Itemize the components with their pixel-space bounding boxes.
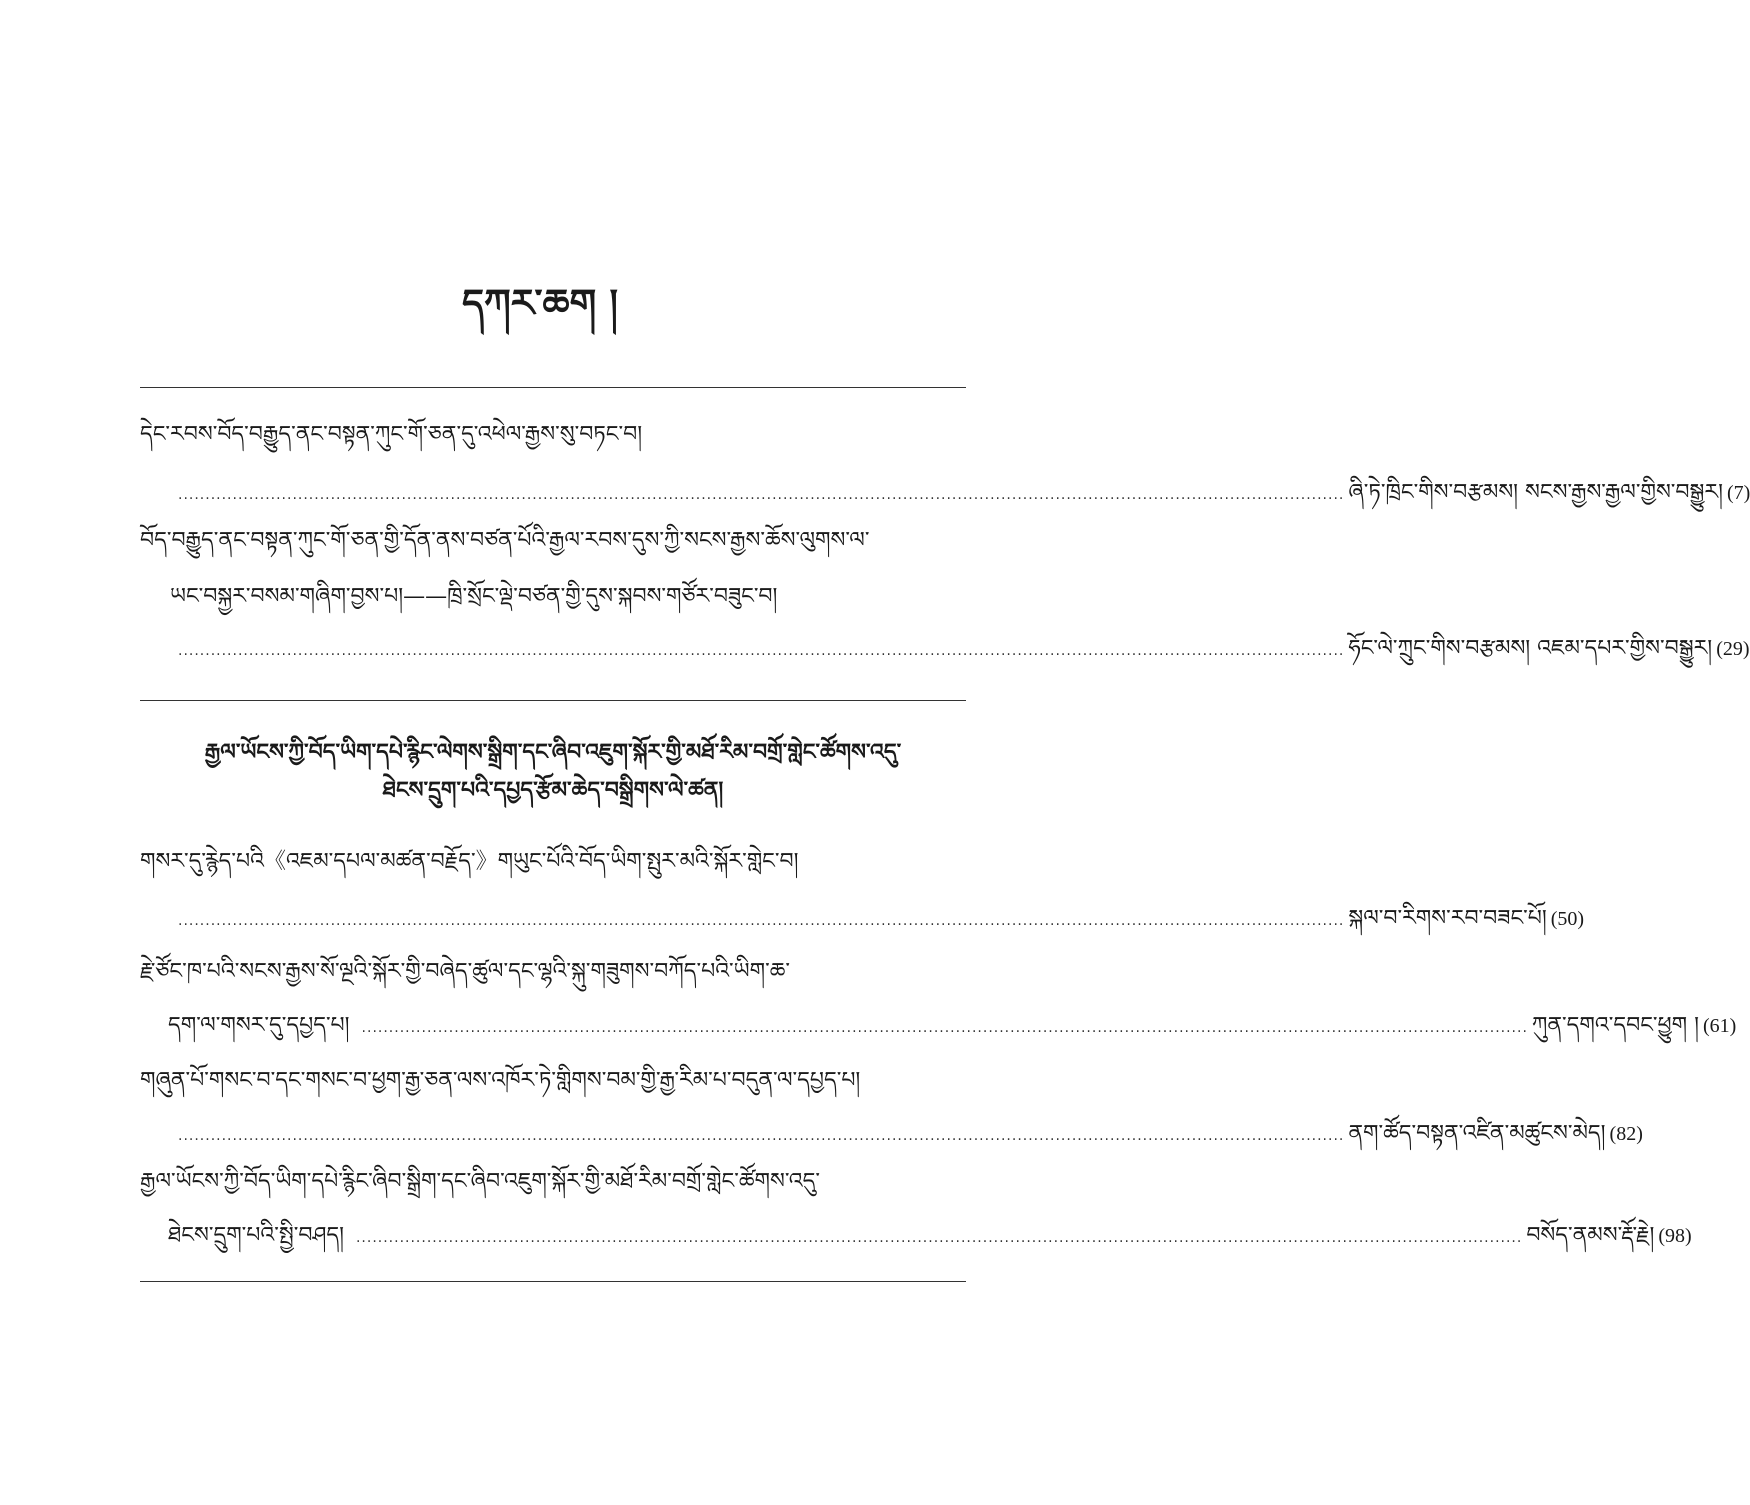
page-number[interactable]: (50) <box>1550 908 1585 930</box>
author: སྐལ་བ་རིགས་རབ་བཟང་པོ། <box>1348 906 1547 931</box>
section-heading-line-1: རྒྱལ་ཡོངས་ཀྱི་བོད་ཡིག་དཔེ་རྙིང་ལེགས་སྒྲིག་དང་ཞིབ་འཇུག་སྐོར་གྱི་མཐོ་རིམ་བགྲོ་གླེང་ཚོགས་འདུ་ <box>204 739 902 765</box>
toc-entry-5-title[interactable]: གཞུན་པོ་གསང་བ་དང་གསང་བ་ཕྱག་རྒྱ་ཅན་ལས་འཁོར་ཏེ་གླིགས་བམ་གྱི་རྒྱ་རིམ་པ་བདུན་ལ་དཔྱད་པ། <box>140 1068 861 1093</box>
lead-text[interactable]: དག་ལ་གསར་དུ་དཔྱད་པ། <box>168 1013 350 1038</box>
leader-dots: ...................................................................................................................................................................................................................... <box>178 487 1345 503</box>
page-number[interactable]: (7) <box>1726 482 1750 504</box>
leader-dots: ...................................................................................................................................................................................................................... <box>355 1230 1523 1246</box>
toc-entry-3-byline <box>178 902 1585 938</box>
leader-dots: ...................................................................................................................................................................................................................... <box>361 1020 1528 1036</box>
leader-dots: ...................................................................................................................................................................................................................... <box>178 643 1345 659</box>
toc-entry-3-title[interactable]: གསར་དུ་རྙེད་པའི《འཇམ་དཔལ་མཚན་བརྗོད་》གཡུང་པོའི་བོད་ཡིག་སྤུར་མའི་སྐོར་གླེང་བ། <box>140 849 799 874</box>
bottom-rule <box>140 1281 966 1282</box>
section-heading-line-2: ཐེངས་དྲུག་པའི་དཔྱད་རྩོམ་ཆེད་བསྒྲིགས་ལེ་ཚན། <box>382 777 724 803</box>
top-rule <box>140 387 966 388</box>
toc-entry-5-byline <box>178 1117 1643 1153</box>
page-number[interactable]: (82) <box>1609 1123 1643 1145</box>
section-rule <box>140 700 966 701</box>
toc-entry-1-byline <box>178 476 1750 512</box>
toc-entry-6-title[interactable]: རྒྱལ་ཡོངས་ཀྱི་བོད་ཡིག་དཔེ་རྙིང་ཞིབ་སྒྲིག་དང་ཞིབ་འཇུག་སྐོར་གྱི་མཐོ་རིམ་བགྲོ་གླེང་ཚོགས་འདུ་ <box>140 1169 821 1194</box>
page-number[interactable]: (61) <box>1703 1015 1737 1037</box>
toc-entry-4-byline <box>168 1009 1737 1045</box>
author: བསོད་ནམས་རྡོ་རྗེ། <box>1526 1223 1655 1248</box>
leader-dots: ...................................................................................................................................................................................................................... <box>178 1128 1345 1144</box>
toc-entry-6-byline <box>168 1219 1692 1255</box>
toc-entry-2-title-line-1[interactable]: བོད་བརྒྱུད་ནང་བསྟན་ཀུང་གོ་ཅན་གྱི་དོན་ནས་བཙན་པོའི་རྒྱལ་རབས་དུས་ཀྱི་སངས་རྒྱས་ཆོས་ལུགས་ལ་ <box>140 528 870 553</box>
toc-entry-1-title[interactable]: དེང་རབས་བོད་བརྒྱུད་ནང་བསྟན་ཀུང་གོ་ཅན་དུ་འཕེལ་རྒྱས་སུ་བཏང་བ། <box>140 422 643 447</box>
toc-entry-2-byline <box>178 632 1750 668</box>
author: ཞི་ཏེ་ཁྲིང་གིས་བརྩམས། སངས་རྒྱས་རྒྱལ་གྱིས་བསྒྱུར། <box>1348 480 1723 505</box>
toc-entry-2-title-line-2[interactable]: ཡང་བསྐྱར་བསམ་གཞིག་བྱས་པ།——ཁྲི་སྲོང་ལྡེ་བཙན་གྱི་དུས་སྐབས་གཙོར་བཟུང་བ། <box>170 584 778 609</box>
page-number[interactable]: (98) <box>1658 1225 1692 1247</box>
page-number[interactable]: (29) <box>1716 638 1750 660</box>
author: ནག་ཚོད་བསྟན་འཛིན་མཚུངས་མེད། <box>1348 1121 1606 1146</box>
author: ཧོང་ལེ་ཀྲུང་གིས་བརྩམས། འཇམ་དཔར་གྱིས་བསྒྱུར། <box>1348 636 1713 661</box>
leader-dots: ...................................................................................................................................................................................................................... <box>178 913 1345 929</box>
lead-text[interactable]: ཐེངས་དྲུག་པའི་སྤྱི་བཤད། <box>168 1223 344 1248</box>
toc-entry-4-title[interactable]: རྗེ་ཙོང་ཁ་པའི་སངས་རྒྱས་སོ་ལྔའི་སྐོར་གྱི་བཞེད་ཚུལ་དང་ལྷའི་སྐུ་གཟུགས་བཀོད་པའི་ཡིག་ཆ་ <box>140 959 791 984</box>
author: ཀུན་དགའ་དབང་ཕྱུག ། <box>1531 1013 1700 1038</box>
page-title: དཀར་ཆག ། <box>462 280 618 325</box>
